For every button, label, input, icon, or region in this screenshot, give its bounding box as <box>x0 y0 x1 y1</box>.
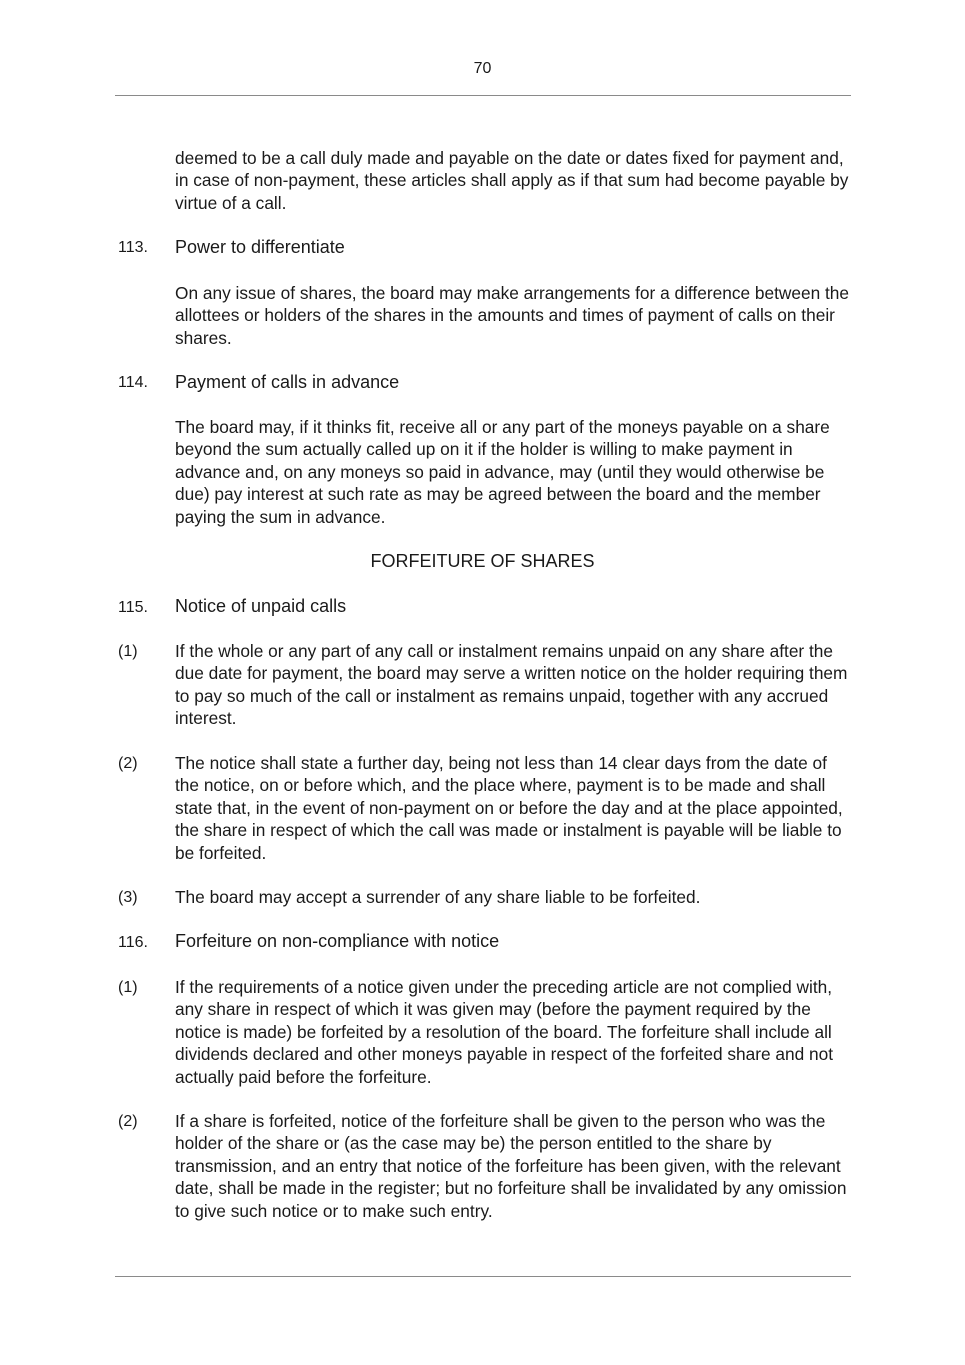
article-116-heading: Forfeiture on non-compliance with notice <box>175 931 500 951</box>
header-rule <box>115 95 851 96</box>
article-116-item-1-text: If the requirements of a notice given under the preceding article are not complied with, any share in respect of which it was given may (before the payment required by the notice is made) be forfeited by a resolution of the board. The forfeiture shall include all dividends declared and other moneys payable in respect of the forfeited share and not actually paid before the forfeiture. <box>175 977 834 1087</box>
intro-paragraph: deemed to be a call duly made and payable on the date or dates fixed for payment and, in case of non-payment, these articles shall apply as if that sum had become payable by virtue of a call. <box>175 148 849 213</box>
article-115-item-2-label: (2) <box>118 755 138 772</box>
article-113-heading: Power to differentiate <box>175 237 345 257</box>
article-113-body: On any issue of shares, the board may make arrangements for a difference between the allottees or holders of the shares in the amounts and times of payment of calls on their shares. <box>175 283 850 348</box>
article-114-body: The board may, if it thinks fit, receive all or any part of the moneys payable on a share beyond the sum actually called up on it if the holder is willing to make payment in advance and, on any moneys so paid in advance, may (until they would otherwise be due) pay interest at such rate as may be agreed between the board and the member paying the sum in advance. <box>175 417 830 527</box>
article-116-item-2-text: If a share is forfeited, notice of the forfeiture shall be given to the person who was the holder of the share or (as the case may be) the person entitled to the share by transmission, and an entry that notice of the forfeiture has been given, with the relevant date, shall be made in the register; but no forfeiture shall be invalidated by any omission to give such notice or to make such entry. <box>175 1111 847 1221</box>
article-115-heading: Notice of unpaid calls <box>175 596 347 616</box>
article-115-item-3-label: (3) <box>118 889 138 906</box>
article-115-item-1-label: (1) <box>118 643 138 660</box>
article-116-item-2-label: (2) <box>118 1113 138 1130</box>
footer-rule <box>115 1276 851 1277</box>
section-heading: FORFEITURE OF SHARES <box>370 551 595 571</box>
article-115-item-1-text: If the whole or any part of any call or instalment remains unpaid on any share after the due date for payment, the board may serve a written notice on the holder requiring them to pay so much of the call or instalment as remains unpaid, together with any accrued interest. <box>175 641 848 729</box>
article-114-number: 114. <box>118 374 148 391</box>
page-number: 70 <box>473 60 492 77</box>
article-115-item-2-text: The notice shall state a further day, being not less than 14 clear days from the date of the notice, on or before which, and the place where, payment is to be made and shall state that, in the event of non-payment on or before the day and at the place appointed, the share in respect of which the call was made or instalment is payable will be liable to be forfeited. <box>175 753 843 863</box>
article-115-number: 115. <box>118 599 148 616</box>
article-114-heading: Payment of calls in advance <box>175 372 400 392</box>
article-116-item-1-label: (1) <box>118 979 138 996</box>
article-113-number: 113. <box>118 239 148 256</box>
article-115-item-3-text: The board may accept a surrender of any share liable to be forfeited. <box>175 887 701 907</box>
article-116-number: 116. <box>118 934 148 951</box>
